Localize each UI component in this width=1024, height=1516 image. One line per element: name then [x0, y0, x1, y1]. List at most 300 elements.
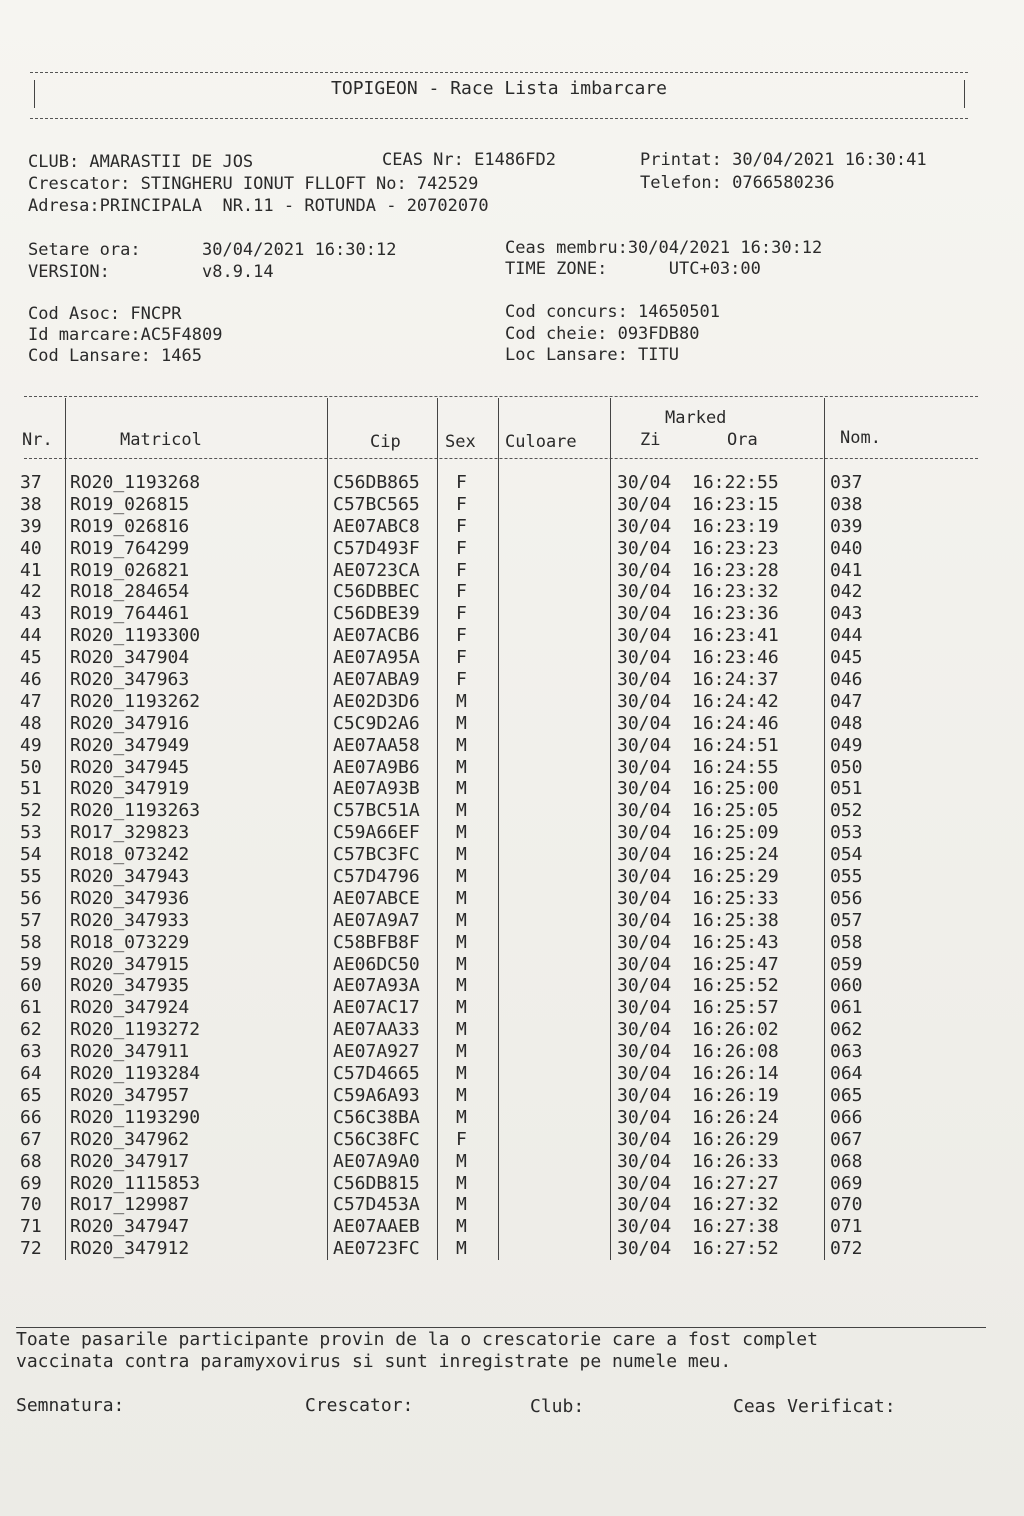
cell-matricol: RO20_347917 — [70, 1150, 190, 1172]
cell-cip: AE07A93A — [333, 975, 420, 997]
cell-zi: 30/04 — [617, 625, 672, 647]
cell-nom: 057 — [830, 909, 863, 931]
cell-matricol: RO20_347919 — [70, 778, 190, 800]
cell-cip: C57D4665 — [333, 1063, 420, 1085]
cell-ora: 16:23:41 — [692, 625, 779, 647]
table-row — [0, 822, 1024, 844]
cell-zi: 30/04 — [617, 778, 672, 800]
cell-nr: 41 — [20, 559, 42, 581]
cell-sex: M — [456, 1106, 467, 1128]
cell-zi: 30/04 — [617, 734, 672, 756]
cell-ora: 16:26:19 — [692, 1084, 779, 1106]
table-row — [0, 691, 1024, 713]
cell-nr: 37 — [20, 472, 42, 493]
cell-ora: 16:23:23 — [692, 537, 779, 559]
cell-ora: 16:23:28 — [692, 559, 779, 581]
cell-ora: 16:27:27 — [692, 1172, 779, 1194]
cell-nr: 42 — [20, 581, 42, 603]
breeder-info: Crescator: STINGHERU IONUT FLLOFT No: 742529 — [28, 174, 479, 194]
col-header-matricol: Matricol — [120, 430, 202, 450]
cell-ora: 16:23:32 — [692, 581, 779, 603]
cell-zi: 30/04 — [617, 559, 672, 581]
cell-zi: 30/04 — [617, 1216, 672, 1238]
cell-sex: M — [456, 1194, 467, 1216]
table-row — [0, 954, 1024, 976]
cell-sex: M — [456, 975, 467, 997]
time-setting: Setare ora: 30/04/2021 16:30:12 — [28, 240, 397, 260]
cell-nom: 060 — [830, 975, 863, 997]
cell-cip: C59A6A93 — [333, 1084, 420, 1106]
cell-nr: 38 — [20, 493, 42, 515]
cell-ora: 16:25:47 — [692, 953, 779, 975]
cell-nr: 72 — [20, 1238, 42, 1260]
cell-nom: 058 — [830, 931, 863, 953]
cell-nom: 072 — [830, 1238, 863, 1260]
cell-cip: C57BC565 — [333, 493, 420, 515]
cell-cip: AE07AAEB — [333, 1216, 420, 1238]
cell-zi: 30/04 — [617, 800, 672, 822]
cell-nom: 048 — [830, 712, 863, 734]
cell-nr: 53 — [20, 822, 42, 844]
release-code: Cod Lansare: 1465 — [28, 346, 202, 366]
release-place: Loc Lansare: TITU — [505, 345, 679, 365]
cell-sex: F — [456, 515, 467, 537]
cell-zi: 30/04 — [617, 1194, 672, 1216]
cell-ora: 16:24:46 — [692, 712, 779, 734]
table-row — [0, 800, 1024, 822]
cell-nom: 062 — [830, 1019, 863, 1041]
cell-cip: C57D453A — [333, 1194, 420, 1216]
table-row — [0, 603, 1024, 625]
table-row — [0, 1019, 1024, 1041]
cell-nom: 043 — [830, 603, 863, 625]
cell-matricol: RO19_026815 — [70, 493, 190, 515]
cell-ora: 16:24:37 — [692, 669, 779, 691]
cell-ora: 16:25:09 — [692, 822, 779, 844]
cell-ora: 16:26:33 — [692, 1150, 779, 1172]
cell-nom: 042 — [830, 581, 863, 603]
cell-nom: 056 — [830, 887, 863, 909]
cell-nom: 044 — [830, 625, 863, 647]
assoc-code: Cod Asoc: FNCPR — [28, 304, 182, 324]
cell-nom: 067 — [830, 1128, 863, 1150]
cell-nr: 50 — [20, 756, 42, 778]
cell-cip: AE07A9A0 — [333, 1150, 420, 1172]
cell-matricol: RO20_1193300 — [70, 625, 201, 647]
cell-nr: 43 — [20, 603, 42, 625]
cell-zi: 30/04 — [617, 1041, 672, 1063]
table-row — [0, 1129, 1024, 1151]
cell-matricol: RO19_026821 — [70, 559, 190, 581]
table-row — [0, 932, 1024, 954]
cell-cip: C56C38FC — [333, 1128, 420, 1150]
table-row — [0, 735, 1024, 757]
footer-declaration-line2: vaccinata contra paramyxovirus si sunt inregistrate pe numele meu. — [16, 1351, 732, 1372]
cell-cip: AE0723FC — [333, 1238, 420, 1260]
cell-matricol: RO18_073242 — [70, 844, 190, 866]
cell-ora: 16:25:33 — [692, 887, 779, 909]
cell-nom: 041 — [830, 559, 863, 581]
cell-zi: 30/04 — [617, 909, 672, 931]
cell-cip: C56C38BA — [333, 1106, 420, 1128]
cell-cip: C59A66EF — [333, 822, 420, 844]
cell-nom: 051 — [830, 778, 863, 800]
cell-ora: 16:26:29 — [692, 1128, 779, 1150]
cell-cip: C57D493F — [333, 537, 420, 559]
cell-zi: 30/04 — [617, 1084, 672, 1106]
cell-matricol: RO20_1193268 — [70, 472, 201, 493]
cell-nom: 071 — [830, 1216, 863, 1238]
cell-ora: 16:27:32 — [692, 1194, 779, 1216]
cell-zi: 30/04 — [617, 669, 672, 691]
cell-nom: 054 — [830, 844, 863, 866]
cell-cip: C57BC3FC — [333, 844, 420, 866]
cell-matricol: RO20_347936 — [70, 887, 190, 909]
cell-ora: 16:23:15 — [692, 493, 779, 515]
table-row — [0, 1238, 1024, 1260]
cell-matricol: RO20_347949 — [70, 734, 190, 756]
table-row — [0, 1151, 1024, 1173]
col-header-cip: Cip — [370, 432, 401, 452]
cell-nr: 61 — [20, 997, 42, 1019]
cell-matricol: RO17_129987 — [70, 1194, 190, 1216]
cell-ora: 16:25:38 — [692, 909, 779, 931]
cell-cip: AE06DC50 — [333, 953, 420, 975]
table-row — [0, 778, 1024, 800]
cell-nom: 055 — [830, 866, 863, 888]
cell-zi: 30/04 — [617, 581, 672, 603]
cell-nr: 58 — [20, 931, 42, 953]
cell-sex: M — [456, 690, 467, 712]
cell-matricol: RO20_347904 — [70, 647, 190, 669]
cell-zi: 30/04 — [617, 756, 672, 778]
cell-nom: 069 — [830, 1172, 863, 1194]
cell-zi: 30/04 — [617, 493, 672, 515]
cell-nr: 65 — [20, 1084, 42, 1106]
table-row — [0, 560, 1024, 582]
cell-sex: M — [456, 844, 467, 866]
cell-zi: 30/04 — [617, 1106, 672, 1128]
title-border-bottom — [30, 118, 968, 119]
cell-matricol: RO20_347947 — [70, 1216, 190, 1238]
cell-matricol: RO20_347915 — [70, 953, 190, 975]
cell-matricol: RO18_284654 — [70, 581, 190, 603]
table-row — [0, 997, 1024, 1019]
cell-sex: F — [456, 1128, 467, 1150]
col-header-culoare: Culoare — [505, 432, 577, 452]
title-border-top — [30, 72, 968, 73]
cell-cip: AE07A9A7 — [333, 909, 420, 931]
cell-nom: 038 — [830, 493, 863, 515]
contest-code: Cod concurs: 14650501 — [505, 302, 720, 322]
table-row — [0, 866, 1024, 888]
cell-sex: M — [456, 712, 467, 734]
cell-ora: 16:24:42 — [692, 690, 779, 712]
cell-nr: 40 — [20, 537, 42, 559]
cell-sex: F — [456, 537, 467, 559]
cell-matricol: RO18_073229 — [70, 931, 190, 953]
cell-ora: 16:23:19 — [692, 515, 779, 537]
cell-sex: F — [456, 472, 467, 493]
cell-matricol: RO20_347945 — [70, 756, 190, 778]
cell-zi: 30/04 — [617, 1150, 672, 1172]
cell-zi: 30/04 — [617, 887, 672, 909]
cell-cip: AE07AA33 — [333, 1019, 420, 1041]
cell-nom: 070 — [830, 1194, 863, 1216]
cell-cip: AE07A93B — [333, 778, 420, 800]
cell-ora: 16:22:55 — [692, 472, 779, 493]
cell-sex: F — [456, 625, 467, 647]
cell-ora: 16:25:52 — [692, 975, 779, 997]
cell-nr: 57 — [20, 909, 42, 931]
cell-sex: F — [456, 493, 467, 515]
cell-nr: 48 — [20, 712, 42, 734]
cell-sex: M — [456, 1019, 467, 1041]
cell-zi: 30/04 — [617, 997, 672, 1019]
cell-ora: 16:25:00 — [692, 778, 779, 800]
club-signature-label: Club: — [530, 1396, 585, 1417]
cell-zi: 30/04 — [617, 603, 672, 625]
cell-nr: 47 — [20, 690, 42, 712]
cell-nr: 44 — [20, 625, 42, 647]
member-clock: Ceas membru:30/04/2021 16:30:12 — [505, 238, 823, 258]
cell-sex: M — [456, 1216, 467, 1238]
table-row — [0, 1173, 1024, 1195]
cell-cip: AE07ABCE — [333, 887, 420, 909]
cell-matricol: RO20_347943 — [70, 866, 190, 888]
address: Adresa:PRINCIPALA NR.11 - ROTUNDA - 20702070 — [28, 196, 489, 216]
cell-nom: 050 — [830, 756, 863, 778]
cell-nom: 064 — [830, 1063, 863, 1085]
table-row — [0, 472, 1024, 494]
cell-ora: 16:26:24 — [692, 1106, 779, 1128]
footer-rule — [16, 1327, 986, 1328]
cell-nr: 67 — [20, 1128, 42, 1150]
cell-nr: 54 — [20, 844, 42, 866]
cell-zi: 30/04 — [617, 647, 672, 669]
cell-ora: 16:25:24 — [692, 844, 779, 866]
cell-zi: 30/04 — [617, 866, 672, 888]
cell-cip: AE07A927 — [333, 1041, 420, 1063]
cell-sex: M — [456, 1238, 467, 1260]
cell-cip: AE07AA58 — [333, 734, 420, 756]
cell-ora: 16:25:57 — [692, 997, 779, 1019]
cell-zi: 30/04 — [617, 537, 672, 559]
cell-cip: C56DBBEC — [333, 581, 420, 603]
cell-nr: 59 — [20, 953, 42, 975]
col-header-nr: Nr. — [22, 430, 53, 450]
cell-nom: 049 — [830, 734, 863, 756]
cell-nom: 040 — [830, 537, 863, 559]
cell-nr: 46 — [20, 669, 42, 691]
cell-nom: 059 — [830, 953, 863, 975]
cell-ora: 16:26:02 — [692, 1019, 779, 1041]
cell-matricol: RO20_347933 — [70, 909, 190, 931]
cell-sex: M — [456, 822, 467, 844]
table-row — [0, 1216, 1024, 1238]
table-row — [0, 1085, 1024, 1107]
col-header-ora: Ora — [727, 430, 758, 450]
cell-nr: 66 — [20, 1106, 42, 1128]
cell-zi: 30/04 — [617, 822, 672, 844]
pigeon-table-body — [0, 472, 1024, 1260]
cell-matricol: RO20_347912 — [70, 1238, 190, 1260]
cell-matricol: RO20_1193262 — [70, 690, 201, 712]
cell-nom: 061 — [830, 997, 863, 1019]
cell-matricol: RO20_347935 — [70, 975, 190, 997]
cell-ora: 16:27:52 — [692, 1238, 779, 1260]
cell-matricol: RO20_347963 — [70, 669, 190, 691]
cell-nr: 55 — [20, 866, 42, 888]
cell-ora: 16:25:29 — [692, 866, 779, 888]
cell-matricol: RO20_1193290 — [70, 1106, 201, 1128]
cell-sex: M — [456, 734, 467, 756]
cell-nr: 49 — [20, 734, 42, 756]
cell-zi: 30/04 — [617, 515, 672, 537]
table-row — [0, 1041, 1024, 1063]
cell-sex: M — [456, 953, 467, 975]
cell-matricol: RO20_347916 — [70, 712, 190, 734]
club-name: CLUB: AMARASTII DE JOS — [28, 152, 254, 172]
cell-sex: M — [456, 931, 467, 953]
cell-sex: F — [456, 669, 467, 691]
cell-matricol: RO19_764299 — [70, 537, 190, 559]
cell-ora: 16:25:43 — [692, 931, 779, 953]
breeder-signature-label: Crescator: — [305, 1395, 414, 1416]
cell-ora: 16:26:14 — [692, 1063, 779, 1085]
cell-nr: 63 — [20, 1041, 42, 1063]
cell-ora: 16:26:08 — [692, 1041, 779, 1063]
table-row — [0, 1107, 1024, 1129]
cell-cip: AE07AC17 — [333, 997, 420, 1019]
cell-ora: 16:25:05 — [692, 800, 779, 822]
cell-nr: 62 — [20, 1019, 42, 1041]
cell-sex: M — [456, 909, 467, 931]
cell-zi: 30/04 — [617, 1128, 672, 1150]
cell-zi: 30/04 — [617, 1019, 672, 1041]
cell-nr: 64 — [20, 1063, 42, 1085]
table-row — [0, 516, 1024, 538]
clock-verified-label: Ceas Verificat: — [733, 1396, 896, 1417]
cell-cip: AE07ABC8 — [333, 515, 420, 537]
table-row — [0, 757, 1024, 779]
cell-nom: 037 — [830, 472, 863, 493]
cell-nom: 046 — [830, 669, 863, 691]
cell-matricol: RO20_347924 — [70, 997, 190, 1019]
cell-matricol: RO20_347962 — [70, 1128, 190, 1150]
cell-cip: C56DB815 — [333, 1172, 420, 1194]
cell-sex: F — [456, 647, 467, 669]
cell-nom: 068 — [830, 1150, 863, 1172]
cell-sex: M — [456, 997, 467, 1019]
cell-zi: 30/04 — [617, 931, 672, 953]
cell-nr: 68 — [20, 1150, 42, 1172]
table-row — [0, 647, 1024, 669]
cell-cip: C57D4796 — [333, 866, 420, 888]
cell-zi: 30/04 — [617, 1172, 672, 1194]
table-row — [0, 1063, 1024, 1085]
cell-ora: 16:27:38 — [692, 1216, 779, 1238]
table-row — [0, 494, 1024, 516]
cell-cip: C58BFB8F — [333, 931, 420, 953]
cell-nr: 70 — [20, 1194, 42, 1216]
cell-nom: 045 — [830, 647, 863, 669]
cell-matricol: RO17_329823 — [70, 822, 190, 844]
cell-zi: 30/04 — [617, 712, 672, 734]
table-border-top — [24, 396, 978, 397]
cell-sex: M — [456, 1063, 467, 1085]
table-row — [0, 910, 1024, 932]
table-row — [0, 581, 1024, 603]
page-title: TOPIGEON - Race Lista imbarcare — [331, 78, 667, 99]
cell-cip: C5C9D2A6 — [333, 712, 420, 734]
cell-nr: 45 — [20, 647, 42, 669]
printed-date: Printat: 30/04/2021 16:30:41 — [640, 150, 927, 170]
cell-cip: AE0723CA — [333, 559, 420, 581]
cell-nom: 053 — [830, 822, 863, 844]
cell-zi: 30/04 — [617, 975, 672, 997]
cell-ora: 16:24:55 — [692, 756, 779, 778]
table-row — [0, 713, 1024, 735]
cell-zi: 30/04 — [617, 1063, 672, 1085]
table-row — [0, 844, 1024, 866]
time-zone: TIME ZONE: UTC+03:00 — [505, 259, 761, 279]
cell-cip: C57BC51A — [333, 800, 420, 822]
cell-zi: 30/04 — [617, 844, 672, 866]
cell-matricol: RO20_1193263 — [70, 800, 201, 822]
cell-matricol: RO20_1115853 — [70, 1172, 201, 1194]
cell-zi: 30/04 — [617, 472, 672, 493]
cell-zi: 30/04 — [617, 953, 672, 975]
cell-zi: 30/04 — [617, 690, 672, 712]
cell-matricol: RO20_1193272 — [70, 1019, 201, 1041]
col-header-sex: Sex — [445, 432, 476, 452]
table-row — [0, 1194, 1024, 1216]
cell-zi: 30/04 — [617, 1238, 672, 1260]
cell-cip: AE07ACB6 — [333, 625, 420, 647]
cell-ora: 16:23:36 — [692, 603, 779, 625]
table-header-border — [24, 458, 978, 459]
cell-sex: M — [456, 1041, 467, 1063]
marking-id: Id marcare:AC5F4809 — [28, 325, 223, 345]
cell-sex: M — [456, 866, 467, 888]
cell-nom: 065 — [830, 1084, 863, 1106]
cell-nr: 71 — [20, 1216, 42, 1238]
table-row — [0, 888, 1024, 910]
cell-sex: F — [456, 603, 467, 625]
cell-matricol: RO19_764461 — [70, 603, 190, 625]
cell-matricol: RO20_347957 — [70, 1084, 190, 1106]
table-row — [0, 975, 1024, 997]
key-code: Cod cheie: 093FDB80 — [505, 324, 700, 344]
cell-cip: AE07A95A — [333, 647, 420, 669]
col-header-nom: Nom. — [840, 428, 881, 448]
cell-nr: 51 — [20, 778, 42, 800]
cell-cip: AE07ABA9 — [333, 669, 420, 691]
cell-nom: 052 — [830, 800, 863, 822]
col-header-zi: Zi — [640, 430, 661, 450]
cell-cip: C56DB865 — [333, 472, 420, 493]
cell-sex: F — [456, 559, 467, 581]
cell-matricol: RO20_347911 — [70, 1041, 190, 1063]
cell-nr: 60 — [20, 975, 42, 997]
cell-nr: 39 — [20, 515, 42, 537]
cell-ora: 16:24:51 — [692, 734, 779, 756]
signature-label: Semnatura: — [16, 1395, 125, 1416]
cell-nom: 047 — [830, 690, 863, 712]
cell-nom: 066 — [830, 1106, 863, 1128]
cell-ora: 16:23:46 — [692, 647, 779, 669]
